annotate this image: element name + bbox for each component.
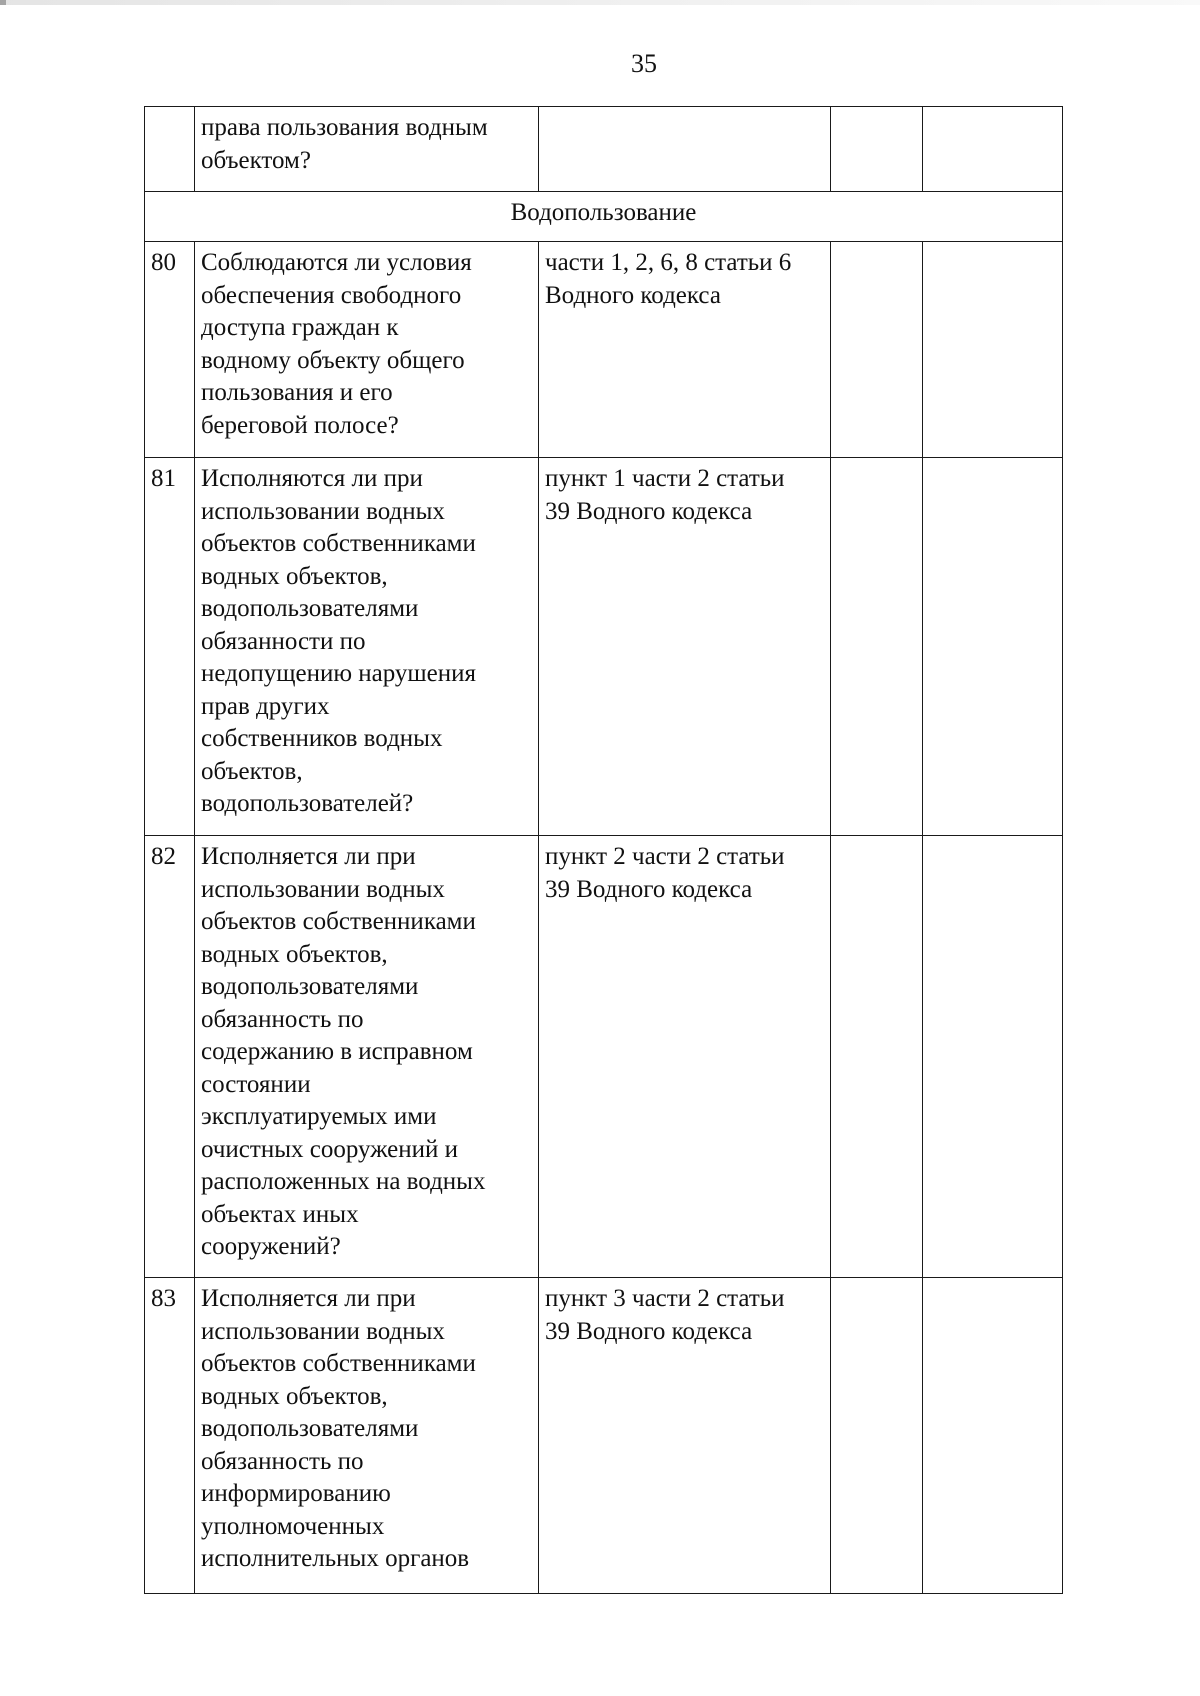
legal-basis-text: пункт 2 части 2 статьи 39 Водного кодекса [545,843,785,903]
answer-no-cell [923,1278,1063,1594]
table-row [145,836,1063,1278]
answer-no-cell [923,836,1063,1278]
legal-basis-text: пункт 1 части 2 статьи 39 Водного кодекса [545,465,785,525]
legal-basis-cell [539,1278,831,1594]
answer-yes-cell [831,242,923,458]
scan-edge-artifact [0,0,1200,5]
question-cell [195,242,539,458]
row-number: 83 [145,1278,195,1594]
question-cell [195,107,539,192]
legal-basis-text: пункт 3 части 2 статьи 39 Водного кодекса [545,1285,785,1345]
legal-basis-cell [539,242,831,458]
table-row [145,458,1063,836]
question-text: Исполняется ли при использовании водных объектов собственниками водных объектов, водопользователями обязанность по информированию уполномоченных исполнительных органов [201,1285,476,1572]
checklist-table [144,106,1063,1594]
answer-yes-cell [831,1278,923,1594]
question-cell [195,836,539,1278]
question-cell [195,1278,539,1594]
question-text: Исполняется ли при использовании водных объектов собственниками водных объектов, водопользователями обязанность по содержанию в исправном состоянии эксплуатируемых ими очистных сооружений и расположенных на водных объектах иных сооружений? [201,843,486,1260]
answer-yes-cell [831,107,923,192]
question-text: права пользования водным объектом? [201,114,488,174]
answer-no-cell [923,458,1063,836]
row-number-cell [145,107,195,192]
table-row [145,1278,1063,1594]
question-cell [195,458,539,836]
answer-yes-cell [831,836,923,1278]
row-number: 82 [145,836,195,1278]
answer-no-cell [923,107,1063,192]
table-row-continuation [145,107,1063,192]
section-header-row [145,192,1063,242]
legal-basis-text: части 1, 2, 6, 8 статьи 6 Водного кодекса [545,249,792,309]
question-text: Соблюдаются ли условия обеспечения свободного доступа граждан к водному объекту общего пользования и его береговой полосе? [201,249,472,439]
question-text: Исполняются ли при использовании водных объектов собственниками водных объектов, водопользователями обязанности по недопущению нарушения прав других собственников водных объектов, водопользователей? [201,465,477,817]
legal-basis-cell [539,836,831,1278]
table-row [145,242,1063,458]
page-number: 35 [631,49,657,78]
section-title: Водопользование [145,192,1063,242]
legal-basis-cell [539,458,831,836]
legal-basis-cell [539,107,831,192]
row-number: 80 [145,242,195,458]
answer-yes-cell [831,458,923,836]
row-number: 81 [145,458,195,836]
answer-no-cell [923,242,1063,458]
